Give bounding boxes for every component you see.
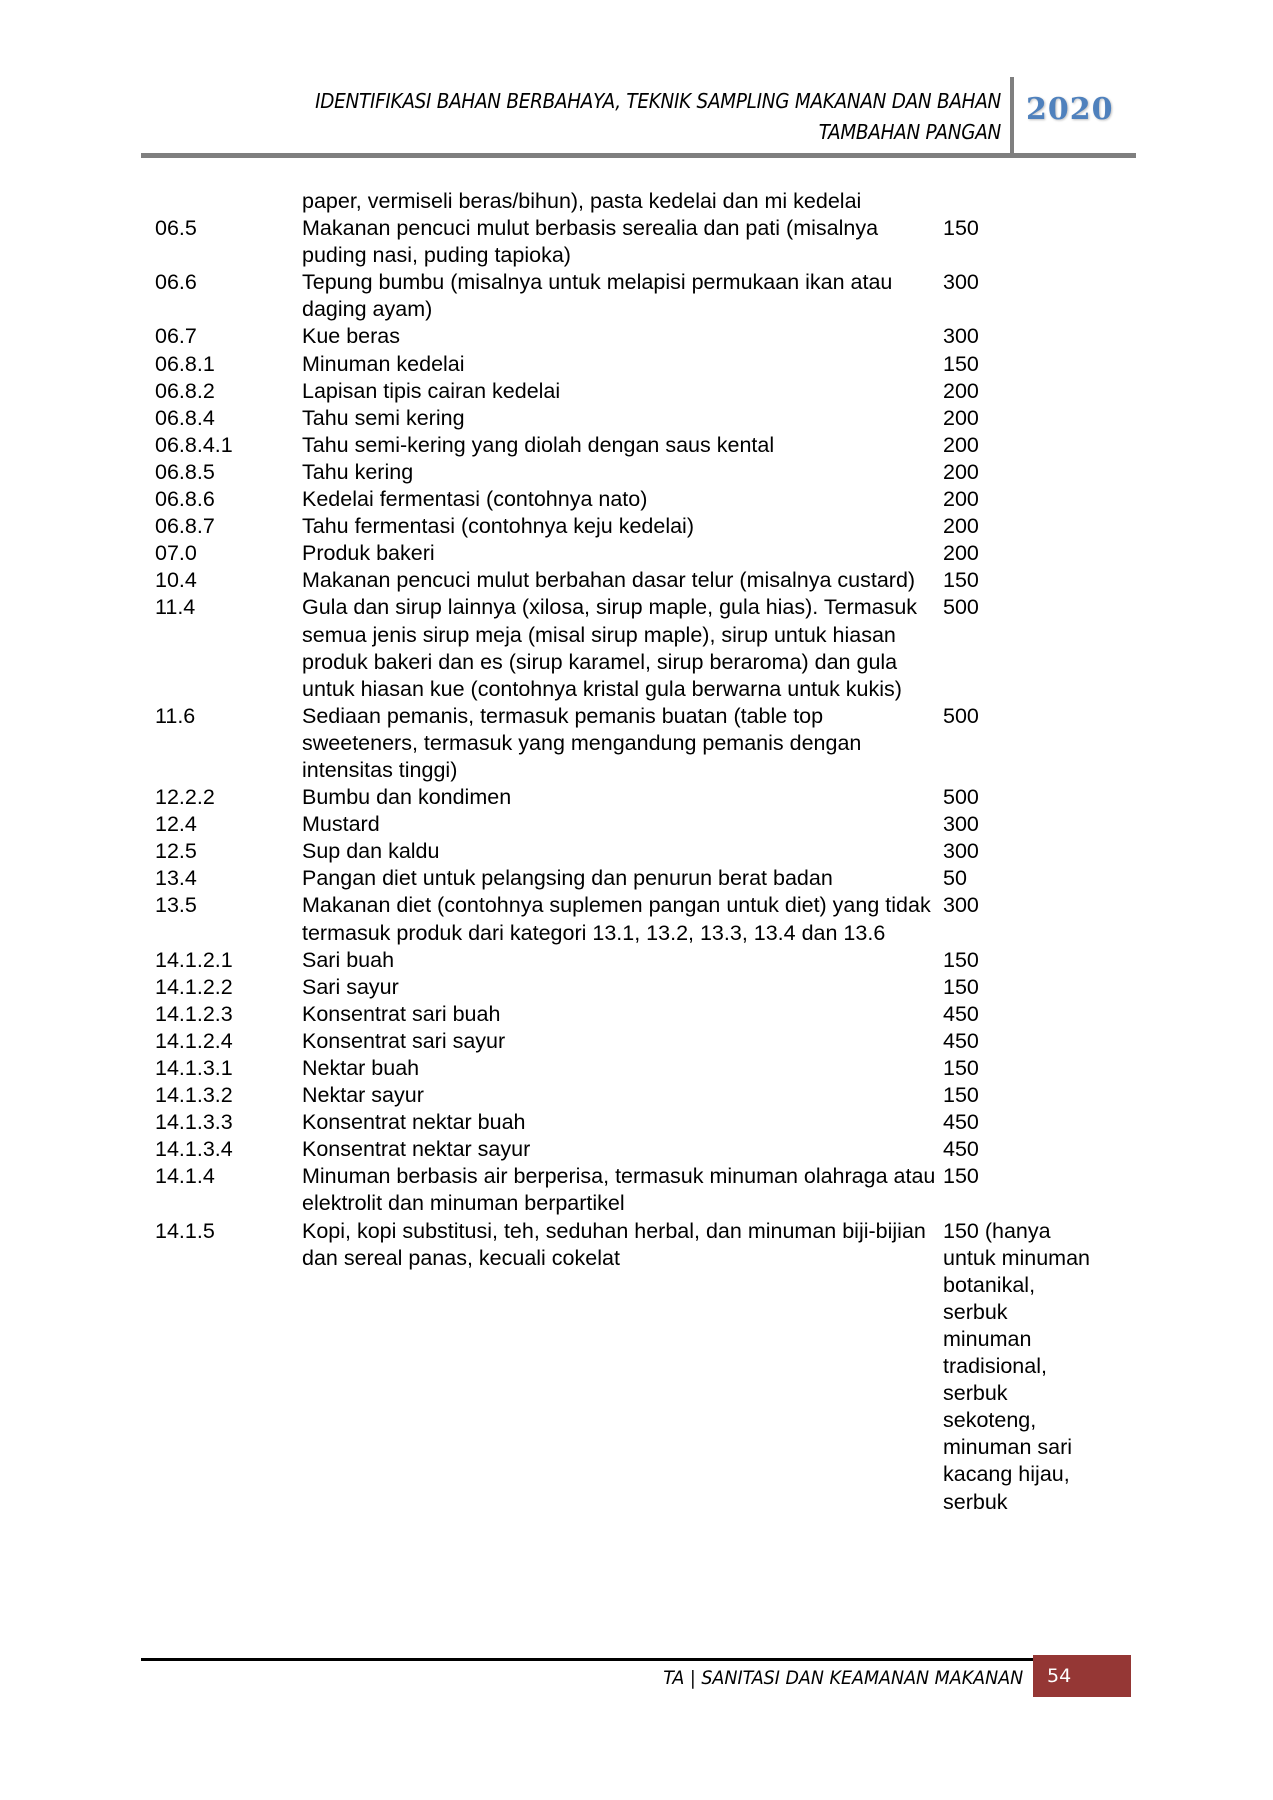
category-code: 14.1.2.1 xyxy=(155,947,233,972)
document-title-line-2: TAMBAHAN PANGAN xyxy=(818,120,1001,144)
table-row xyxy=(155,1082,1095,1109)
max-limit-value: 150 xyxy=(943,1083,979,1108)
category-description: Tahu semi kering xyxy=(302,405,465,430)
category-code: 14.1.5 xyxy=(155,1218,215,1243)
category-description: Pangan diet untuk pelangsing dan penurun berat badan xyxy=(302,866,833,891)
category-description: Produk bakeri xyxy=(302,541,435,566)
category-description: Tahu kering xyxy=(302,459,414,484)
header-year: 2020 xyxy=(1026,92,1114,127)
category-code: 06.8.7 xyxy=(155,514,215,539)
category-description: paper, vermiseli beras/bihun), pasta kedelai dan mi kedelai xyxy=(302,189,862,213)
category-description: Nektar buah xyxy=(302,1056,420,1080)
category-description: Lapisan tipis cairan kedelai xyxy=(302,378,561,403)
category-description: Sari sayur xyxy=(302,974,399,999)
category-description: Tahu semi-kering yang diolah dengan saus kental xyxy=(302,432,775,457)
table-row xyxy=(155,540,1095,567)
category-description: Nektar sayur xyxy=(302,1083,424,1108)
category-code: 13.5 xyxy=(155,893,197,918)
category-description: Konsentrat sari sayur xyxy=(302,1028,506,1053)
table-row xyxy=(155,974,1095,1001)
max-limit-value: 200 xyxy=(943,405,979,430)
category-description: Sup dan kaldu xyxy=(302,839,440,864)
category-description: Minuman berbasis air berperisa, termasuk minuman olahraga atau elektrolit dan minuman berpartikel xyxy=(302,1164,936,1216)
max-limit-value: 150 xyxy=(943,216,979,241)
category-code: 14.1.2.4 xyxy=(155,1028,233,1053)
category-code: 12.5 xyxy=(155,839,197,864)
category-code: 07.0 xyxy=(155,541,197,566)
max-limit-value: 200 xyxy=(943,514,979,539)
document-title-line-1: IDENTIFIKASI BAHAN BERBAHAYA, TEKNIK SAMPLING MAKANAN DAN BAHAN xyxy=(315,89,1001,113)
footer-rule xyxy=(141,1658,1033,1661)
max-limit-value: 500 xyxy=(943,703,979,728)
max-limit-value: 450 xyxy=(943,1137,979,1162)
page-number: 54 xyxy=(1033,1655,1131,1697)
category-description: Gula dan sirup lainnya (xilosa, sirup maple, gula hias). Termasuk semua jenis sirup meja (misal sirup maple), sirup untuk hiasan produk bakeri dan es (sirup karamel, sirup beraroma) dan gula untuk hiasan kue (contohnya kristal gula berwarna untuk kukis) xyxy=(302,595,918,701)
max-limit-value: 450 xyxy=(943,1028,979,1053)
category-description: Makanan pencuci mulut berbahan dasar telur (misalnya custard) xyxy=(302,568,916,593)
table-row xyxy=(155,1136,1095,1163)
category-description: Mustard xyxy=(302,812,380,837)
max-limit-value: 150 (hanya untuk minuman botanikal, serbuk minuman tradisional, serbuk sekoteng, minuman sari kacang hijau, serbuk xyxy=(943,1218,1090,1514)
category-code: 12.2.2 xyxy=(155,785,215,810)
table-row xyxy=(155,947,1095,974)
max-limit-value: 500 xyxy=(943,785,979,810)
category-code: 06.5 xyxy=(155,216,197,241)
max-limit-value: 150 xyxy=(943,1164,979,1189)
document-title xyxy=(210,86,1001,148)
header-vertical-divider xyxy=(1010,77,1014,157)
table-row xyxy=(155,188,1095,215)
category-code xyxy=(155,188,302,215)
additive-limits-table xyxy=(155,188,1095,1516)
table-row xyxy=(155,351,1095,378)
table-row xyxy=(155,1028,1095,1055)
category-description: Bumbu dan kondimen xyxy=(302,785,512,810)
category-description: Makanan pencuci mulut berbasis serealia dan pati (misalnya puding nasi, puding tapioka) xyxy=(302,216,879,268)
category-code: 14.1.3.1 xyxy=(155,1056,233,1080)
table-row xyxy=(155,703,1095,784)
category-description: Minuman kedelai xyxy=(302,351,465,376)
max-limit-value: 450 xyxy=(943,1001,979,1026)
category-code: 06.8.4 xyxy=(155,405,215,430)
table-row xyxy=(155,405,1095,432)
max-limit-value: 150 xyxy=(943,351,979,376)
category-description: Tahu fermentasi (contohnya keju kedelai) xyxy=(302,514,694,539)
table-row xyxy=(155,513,1095,540)
category-description: Kue beras xyxy=(302,324,401,349)
category-description: Konsentrat nektar buah xyxy=(302,1110,526,1135)
header-horizontal-rule xyxy=(141,153,1136,158)
max-limit-value: 200 xyxy=(943,487,979,512)
category-code: 14.1.4 xyxy=(155,1164,215,1189)
table-row xyxy=(155,784,1095,811)
max-limit-value: 200 xyxy=(943,459,979,484)
footer-course-title: TA | SANITASI DAN KEAMANAN MAKANAN xyxy=(663,1667,1023,1689)
category-description: Tepung bumbu (misalnya untuk melapisi permukaan ikan atau daging ayam) xyxy=(302,270,893,322)
page-header xyxy=(0,0,1273,160)
category-code: 06.8.2 xyxy=(155,378,215,403)
category-description: Sari buah xyxy=(302,947,395,972)
table-row xyxy=(155,459,1095,486)
max-limit-value: 450 xyxy=(943,1110,979,1135)
table-row xyxy=(155,1109,1095,1136)
category-description: Kedelai fermentasi (contohnya nato) xyxy=(302,487,648,512)
category-code: 14.1.3.3 xyxy=(155,1110,233,1135)
category-code: 06.8.6 xyxy=(155,487,215,512)
max-limit-value: 150 xyxy=(943,568,979,593)
category-code: 14.1.3.2 xyxy=(155,1083,233,1108)
table-row xyxy=(155,378,1095,405)
table-row xyxy=(155,811,1095,838)
max-limit-value: 200 xyxy=(943,541,979,566)
category-code: 06.6 xyxy=(155,270,197,295)
max-limit-value: 150 xyxy=(943,974,979,999)
table-row xyxy=(155,323,1095,350)
max-limit-value: 300 xyxy=(943,812,979,837)
table-row xyxy=(155,486,1095,513)
table-row xyxy=(155,215,1095,269)
table-row xyxy=(155,892,1095,946)
table-row xyxy=(155,269,1095,323)
category-code: 14.1.2.3 xyxy=(155,1001,233,1026)
category-code: 12.4 xyxy=(155,812,197,837)
max-limit-value: 150 xyxy=(943,947,979,972)
table-row xyxy=(155,1001,1095,1028)
max-limit-value: 150 xyxy=(943,1056,979,1080)
max-limit-value: 500 xyxy=(943,595,979,620)
category-code: 11.6 xyxy=(155,703,196,728)
max-limit-value: 300 xyxy=(943,270,979,295)
category-code: 06.7 xyxy=(155,324,197,349)
category-code: 06.8.4.1 xyxy=(155,432,233,457)
table-row xyxy=(155,567,1095,594)
max-limit-value: 300 xyxy=(943,324,979,349)
max-limit-value: 50 xyxy=(943,866,967,891)
category-code: 11.4 xyxy=(155,595,196,620)
table-row xyxy=(155,865,1095,892)
max-limit-value: 300 xyxy=(943,893,979,918)
table-row xyxy=(155,838,1095,865)
category-description: Kopi, kopi substitusi, teh, seduhan herbal, dan minuman biji-bijian dan sereal panas, kecuali cokelat xyxy=(302,1218,926,1270)
table-row xyxy=(155,1055,1095,1082)
category-code: 13.4 xyxy=(155,866,197,891)
category-description: Konsentrat sari buah xyxy=(302,1001,501,1026)
max-limit-value xyxy=(943,188,1095,215)
category-code: 06.8.5 xyxy=(155,459,215,484)
table-row xyxy=(155,1163,1095,1217)
category-description: Konsentrat nektar sayur xyxy=(302,1137,531,1162)
table-row xyxy=(155,1218,1095,1516)
category-code: 14.1.2.2 xyxy=(155,974,233,999)
category-description: Makanan diet (contohnya suplemen pangan untuk diet) yang tidak termasuk produk dari kategori 13.1, 13.2, 13.3, 13.4 dan 13.6 xyxy=(302,893,931,945)
category-code: 06.8.1 xyxy=(155,351,215,376)
category-description: Sediaan pemanis, termasuk pemanis buatan (table top sweeteners, termasuk yang mengandung pemanis dengan intensitas tinggi) xyxy=(302,703,862,782)
table-row xyxy=(155,432,1095,459)
category-code: 14.1.3.4 xyxy=(155,1137,233,1162)
max-limit-value: 200 xyxy=(943,432,979,457)
max-limit-value: 200 xyxy=(943,378,979,403)
max-limit-value: 300 xyxy=(943,839,979,864)
category-code: 10.4 xyxy=(155,568,197,593)
table-row xyxy=(155,594,1095,702)
